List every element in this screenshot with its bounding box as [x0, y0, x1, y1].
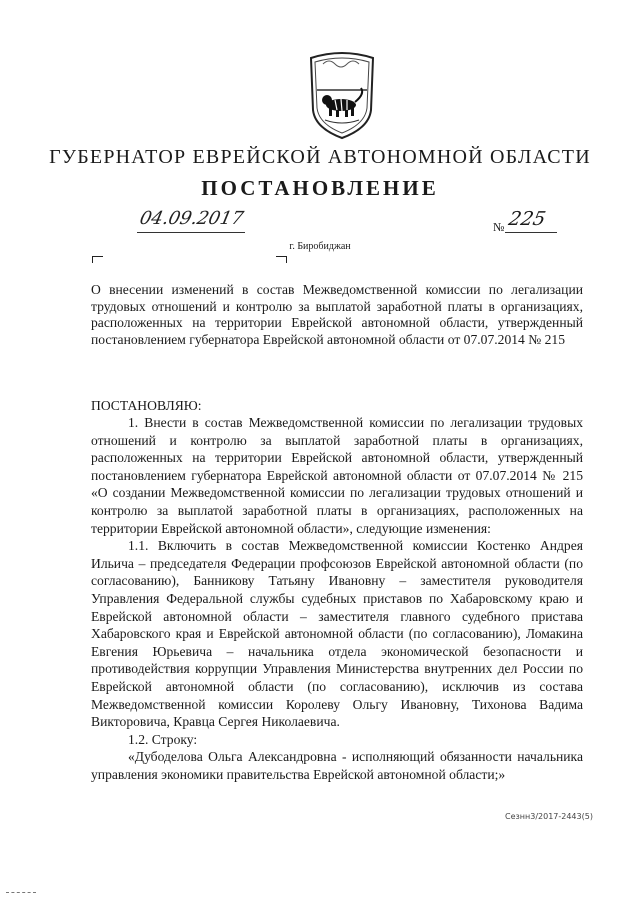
paragraph-1-1: 1.1. Включить в состав Межведомственной комиссии Костенко Андрея Ильича – председателя Федерации профсоюзов Еврейской автономной области (по согласованию), Банникову Татьяну Ивановну – заместителя руководителя Управления Федеральной службы судебных приставов по Хабаровскому краю и Еврейской автономной области – заместителя главного судебного пристава Хабаровского края и Еврейской автономной области (по согласованию), Ломакина Евгения Юрьевича – начальника отдела экономической безопасности и противодействия коррупции Управления Министерства внутренних дел России по Еврейской автономной области (по согласованию), исключив из состава Межведомственной комиссии Королеву Ольгу Ивановну, Тихонова Вадима Викторовича, Кравца Сергея Николаевича.	[91, 538, 583, 730]
number-label: №	[493, 220, 505, 234]
document-number: 225	[506, 208, 548, 230]
decree-word: ПОСТАНОВЛЯЮ:	[91, 398, 202, 413]
coat-of-arms-tiger-icon	[305, 50, 379, 140]
footer-code: Сезнн3/2017-2443(5)	[505, 812, 593, 821]
document-subject: О внесении изменений в состав Межведомственной комиссии по легализации трудовых отношений и контролю за выплатой заработной платы в организациях, расположенных на территории Еврейской автономной области, утвержденный постановлением губернатора Еврейской автономной области от 07.07.2014 № 215	[91, 282, 583, 347]
number-underline	[505, 232, 557, 233]
document-type: ПОСТАНОВЛЕНИЕ	[201, 176, 439, 200]
paragraph-1-2: 1.2. Строку:	[128, 731, 198, 747]
paragraph-quote: «Дубоделова Ольга Александровна - исполняющий обязанности начальника управления экономики правительства Еврейской автономной области;»	[91, 749, 583, 782]
subject-bracket-left	[92, 256, 103, 263]
bottom-scan-mark	[6, 892, 36, 893]
document-body	[91, 414, 583, 783]
subject-bracket-right	[276, 256, 287, 263]
document-date: 04.09.2017	[137, 208, 246, 229]
paragraph-1: 1. Внести в состав Межведомственной комиссии по легализации трудовых отношений и контролю за выплатой заработной платы в организациях, расположенных на территории Еврейской автономной области, утвержденный постановлением губернатора Еврейской автономной области от 07.07.2014 № 215 «О создании Межведомственной комиссии по легализации трудовых отношений и контролю за выплатой заработной платы в организациях, расположенных на территории Еврейской автономной области», следующие изменения:	[91, 415, 583, 536]
date-underline	[137, 232, 245, 233]
issuer-title: ГУБЕРНАТОР ЕВРЕЙСКОЙ АВТОНОМНОЙ ОБЛАСТИ	[49, 146, 591, 168]
issue-place: г. Биробиджан	[289, 241, 351, 252]
